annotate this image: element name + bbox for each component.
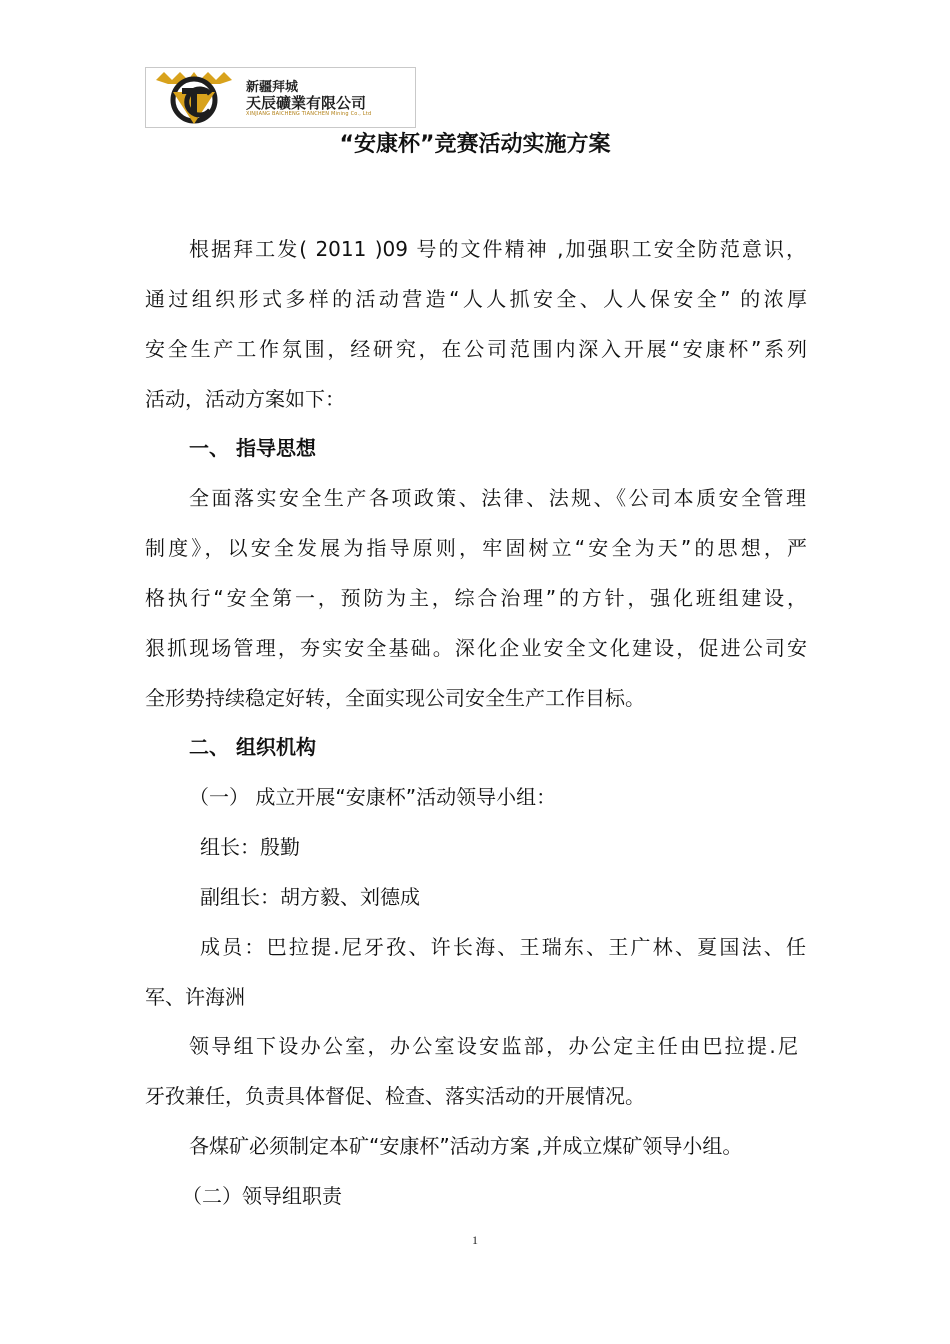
- leader-line: 组长：殷勤: [200, 835, 300, 859]
- subsection-heading: （一） 成立开展“安康杯”活动领导小组：: [189, 785, 557, 809]
- page-number: 1: [472, 1233, 478, 1247]
- company-logo: [145, 67, 416, 128]
- subsection-heading: （二）领导组职责: [182, 1184, 342, 1208]
- section-heading: 二、 组织机构: [189, 735, 316, 759]
- paragraph-line: 领导组下设办公室，办公室设安监部，办公定主任由巴拉提.尼: [189, 1034, 798, 1058]
- paragraph-line: 全形势持续稳定好转，全面实现公司安全生产工作目标。: [145, 686, 645, 710]
- logo-text-line1: 新疆拜城: [246, 80, 299, 95]
- paragraph-line: 根据拜工发( 2011 )09 号的文件精神 ,加强职工安全防范意识，: [189, 237, 806, 261]
- paragraph-line: 格执行“安全第一，预防为主，综合治理”的方针，强化班组建设，: [145, 586, 807, 610]
- paragraph-line: 各煤矿必须制定本矿“安康杯”活动方案 ,并成立煤矿领导小组。: [189, 1134, 743, 1158]
- paragraph-line: 制度》，以安全发展为指导原则，牢固树立“安全为天”的思想，严: [145, 536, 807, 560]
- logo-text-line3: XINJIANG BAICHENG TIANCHEN Mining Co., Ltd: [246, 111, 372, 117]
- paragraph-line: 活动，活动方案如下：: [145, 387, 345, 411]
- document-title: “安康杯”竞赛活动实施方案: [339, 132, 611, 157]
- paragraph-line: 牙孜兼任，负责具体督促、检查、落实活动的开展情况。: [145, 1084, 645, 1108]
- paragraph-line: 狠抓现场管理，夯实安全基础。深化企业安全文化建设，促进公司安: [145, 636, 807, 660]
- members-line: 军、许海洲: [145, 985, 245, 1009]
- section-heading: 一、 指导思想: [189, 436, 316, 460]
- company-emblem-icon: [150, 70, 238, 126]
- paragraph-line: 安全生产工作氛围，经研究，在公司范围内深入开展“安康杯”系列: [145, 337, 807, 361]
- members-line: 成员：巴拉提.尼牙孜、许长海、王瑞东、王广林、夏国法、任: [200, 935, 806, 959]
- logo-text-line2: 天辰礦業有限公司: [246, 94, 367, 112]
- deputy-line: 副组长：胡方毅、刘德成: [200, 885, 420, 909]
- paragraph-line: 全面落实安全生产各项政策、法律、法规、《公司本质安全管理: [189, 486, 806, 510]
- paragraph-line: 通过组织形式多样的活动营造“人人抓安全、人人保安全” 的浓厚: [145, 287, 807, 311]
